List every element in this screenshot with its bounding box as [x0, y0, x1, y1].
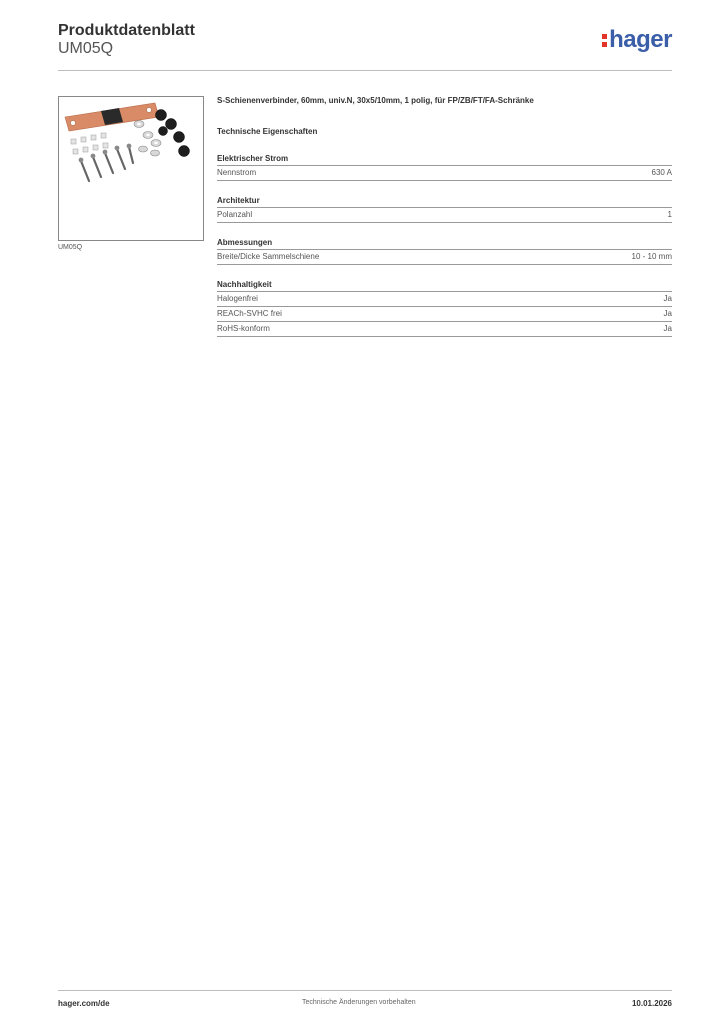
product-image: [58, 96, 204, 241]
spec-row: [217, 292, 672, 307]
spec-label: Halogenfrei: [217, 294, 258, 303]
spec-row: [217, 250, 672, 265]
group-title: Architektur: [217, 195, 672, 208]
spec-label: REACh-SVHC frei: [217, 309, 282, 318]
group-title: Nachhaltigkeit: [217, 279, 672, 292]
spec-label: Polanzahl: [217, 210, 253, 219]
spec-group-sustainability: [217, 279, 672, 337]
spec-content: [217, 96, 672, 337]
spec-value: Ja: [663, 294, 672, 303]
spec-label: Nennstrom: [217, 168, 257, 177]
logo-text: hager: [609, 26, 672, 53]
page-footer: [58, 990, 672, 1011]
group-title: Abmessungen: [217, 237, 672, 250]
spec-value: 10 - 10 mm: [631, 252, 672, 261]
spec-label: Breite/Dicke Sammelschiene: [217, 252, 320, 261]
hager-logo: [602, 28, 672, 52]
spec-row: [217, 322, 672, 337]
group-title: Elektrischer Strom: [217, 153, 672, 166]
product-description: S-Schienenverbinder, 60mm, univ.N, 30x5/10mm, 1 polig, für FP/ZB/FT/FA-Schränke: [217, 96, 534, 105]
spec-row: [217, 166, 672, 181]
busbar-connector-kit-icon: [59, 97, 203, 240]
spec-label: RoHS-konform: [217, 324, 270, 333]
spec-value: Ja: [663, 324, 672, 333]
logo-dots-icon: [602, 32, 607, 48]
spec-value: 1: [667, 210, 672, 219]
spec-value: Ja: [663, 309, 672, 318]
footer-website-link[interactable]: hager.com/de: [58, 999, 110, 1008]
document-title: Produktdatenblatt: [58, 22, 195, 39]
image-caption: UM05Q: [58, 244, 83, 251]
page-header: [58, 20, 672, 71]
spec-row: [217, 208, 672, 223]
specs-heading: Technische Eigenschaften: [217, 127, 318, 136]
spec-group-dimensions: [217, 237, 672, 265]
spec-value: 630 A: [651, 168, 672, 177]
spec-row: [217, 307, 672, 322]
product-code: UM05Q: [58, 40, 114, 57]
spec-group-electric: [217, 153, 672, 181]
spec-group-architecture: [217, 195, 672, 223]
footer-note: Technische Änderungen vorbehalten: [302, 999, 416, 1006]
footer-date: 10.01.2026: [631, 999, 672, 1008]
